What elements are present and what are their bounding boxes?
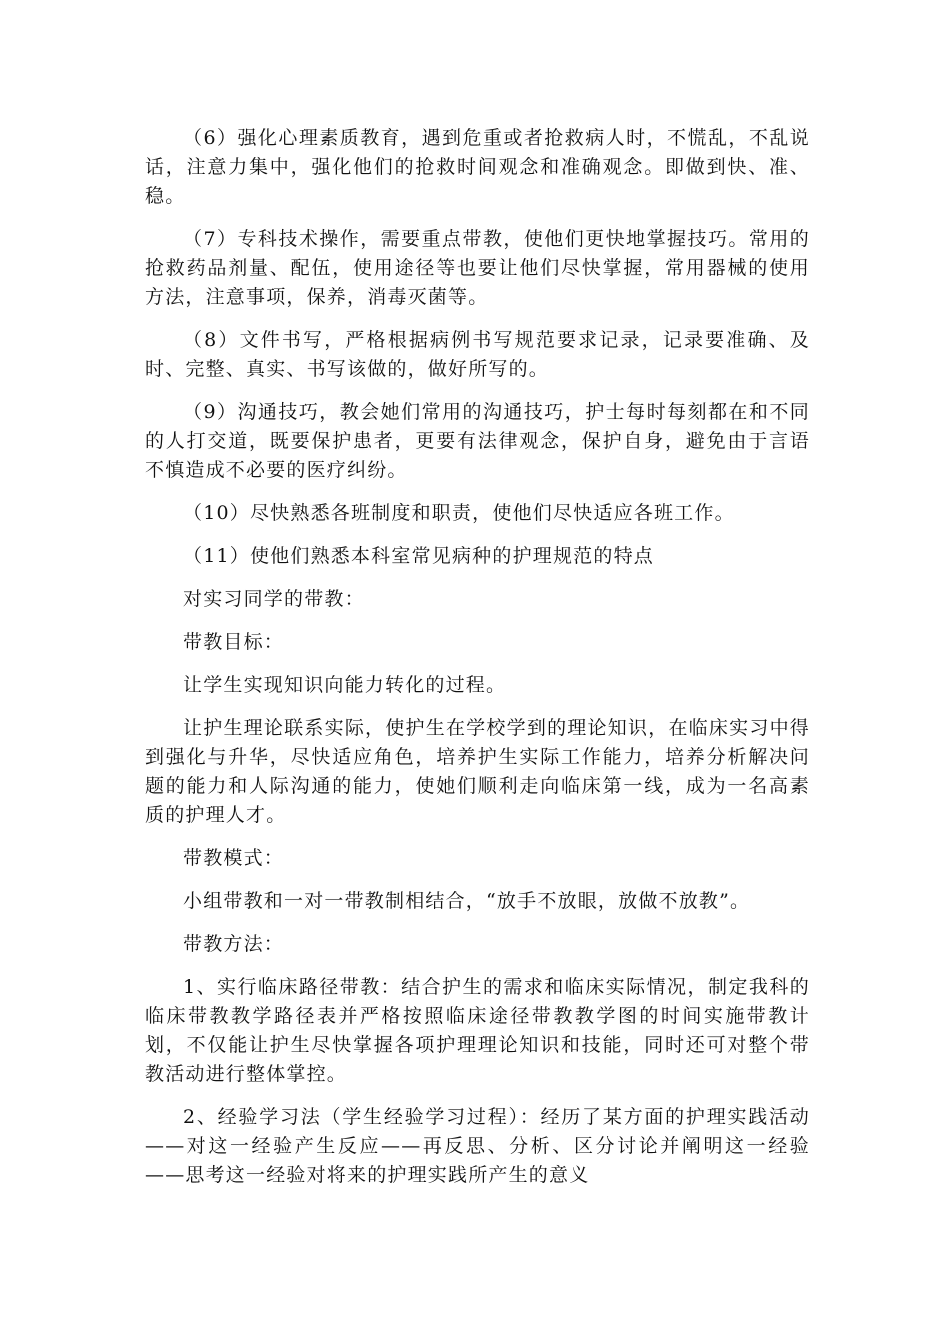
section-heading-teaching-goal: 带教目标： xyxy=(183,631,285,653)
section-heading-intern-teaching: 对实习同学的带教： xyxy=(183,588,365,610)
paragraph-goal-detail: 让护生理论联系实际，使护生在学校学到的理论知识，在临床实习中得到强化与升华，尽快适应角色，培养护生实际工作能力，培养分析解决问题的能力和人际沟通的能力，使她们顺利走向临床第一线，成为一名高素质的护理人才。 xyxy=(145,717,810,826)
paragraph-teaching-mode: 小组带教和一对一带教制相结合，“放手不放眼，放做不放教”。 xyxy=(183,890,751,912)
section-heading-teaching-mode: 带教模式： xyxy=(183,847,285,869)
paragraph-method-2: 2、经验学习法（学生经验学习过程）：经历了某方面的护理实践活动——对这一经验产生反应——再反思、分析、区分讨论并阐明这一经验——思考这一经验对将来的护理实践所产生的意义 xyxy=(145,1106,810,1186)
paragraph-item-10: （10）尽快熟悉各班制度和职责，使他们尽快适应各班工作。 xyxy=(183,502,735,524)
section-heading-teaching-method: 带教方法： xyxy=(183,933,285,955)
paragraph-item-6: （6）强化心理素质教育，遇到危重或者抢救病人时，不慌乱，不乱说话，注意力集中，强化他们的抢救时间观念和准确观念。即做到快、准、稳。 xyxy=(145,127,810,207)
paragraph-item-8: （8）文件书写，严格根据病例书写规范要求记录，记录要准确、及时、完整、真实、书写该做的，做好所写的。 xyxy=(145,329,810,380)
paragraph-method-1: 1、实行临床路径带教：结合护生的需求和临床实际情况，制定我科的临床带教教学路径表并严格按照临床途径带教教学图的时间实施带教计划，不仅能让护生尽快掌握各项护理理论知识和技能，同时还可对整个带教活动进行整体掌控。 xyxy=(145,976,810,1085)
document-body xyxy=(145,124,810,1204)
paragraph-item-7: （7）专科技术操作，需要重点带教，使他们更快地掌握技巧。常用的抢救药品剂量、配伍，使用途径等也要让他们尽快掌握，常用器械的使用方法，注意事项，保养，消毒灭菌等。 xyxy=(145,228,810,308)
paragraph-item-11: （11）使他们熟悉本科室常见病种的护理规范的特点 xyxy=(183,545,654,567)
paragraph-goal-summary: 让学生实现知识向能力转化的过程。 xyxy=(183,674,507,696)
paragraph-item-9: （9）沟通技巧，教会她们常用的沟通技巧，护士每时每刻都在和不同的人打交道，既要保护患者，更要有法律观念，保护自身，避免由于言语不慎造成不必要的医疗纠纷。 xyxy=(145,401,810,481)
